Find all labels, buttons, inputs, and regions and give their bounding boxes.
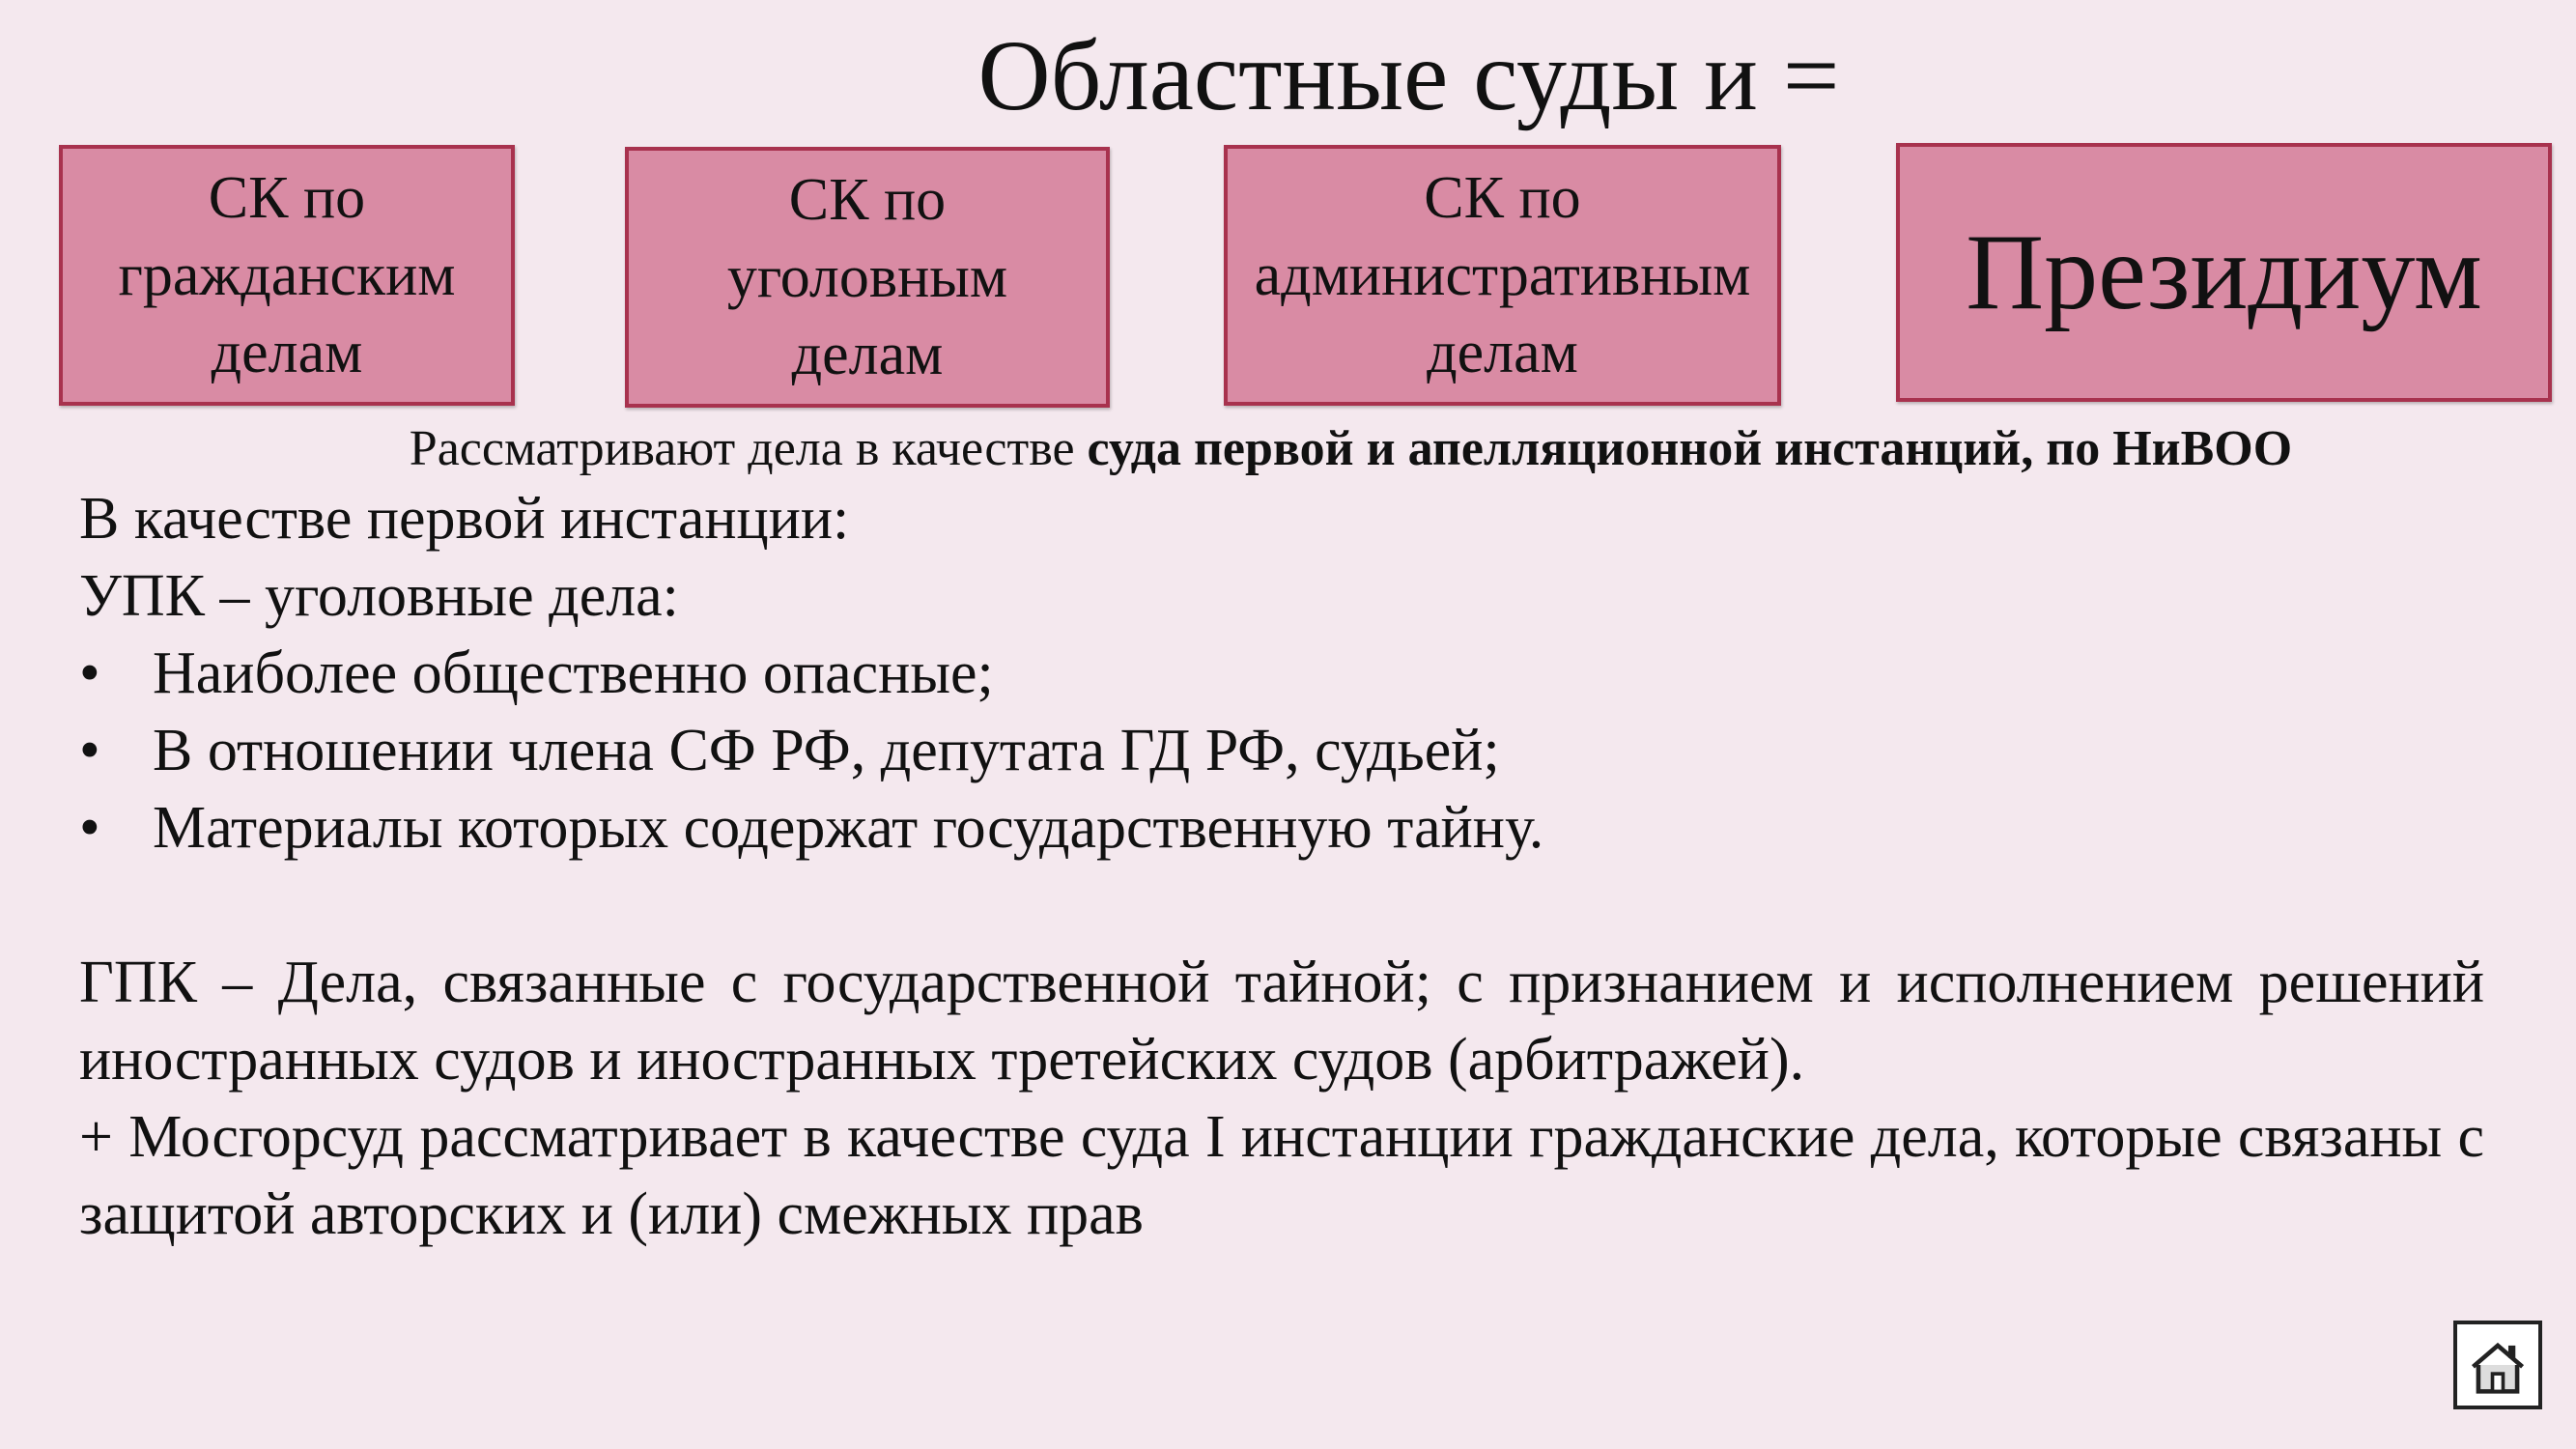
- box-admin-chamber: [1224, 145, 1781, 406]
- box-criminal-line-3: делам: [791, 322, 944, 387]
- box-criminal-line-2: уголовным: [726, 244, 1008, 310]
- box-civil-line-3: делам: [211, 320, 363, 385]
- bullet-text: Материалы которых содержат государственную тайну.: [153, 795, 1544, 861]
- box-admin-line-3: делам: [1427, 320, 1578, 385]
- box-presidium-label: Президиум: [1966, 213, 2482, 332]
- box-criminal-line-1: СК по: [788, 167, 947, 233]
- box-presidium: [1896, 143, 2552, 402]
- bullet-text: В отношении члена СФ РФ, депутата ГД РФ, судьей;: [153, 718, 1500, 783]
- bullet-marker: •: [79, 640, 100, 706]
- spacer: [79, 867, 2484, 944]
- bullet-text: Наиболее общественно опасные;: [153, 640, 994, 706]
- mosgorsud-paragraph: + Мосгорсуд рассматривает в качестве суда I инстанции гражданские дела, которые связаны с защитой авторских и (или) смежных прав: [79, 1104, 2484, 1247]
- box-admin-line-1: СК по: [1424, 165, 1581, 231]
- subtitle: [0, 419, 2576, 479]
- bullet-marker: •: [79, 718, 100, 783]
- box-civil-line-2: гражданским: [118, 242, 456, 308]
- list-item: [79, 635, 2484, 712]
- home-icon: [2457, 1324, 2538, 1406]
- list-item: [79, 789, 2484, 867]
- slide-title: Областные суды и =: [977, 20, 1840, 131]
- box-criminal-chamber: [625, 147, 1110, 408]
- subtitle-plain: Рассматривают дела в качестве: [409, 421, 1088, 476]
- box-admin-line-2: административным: [1254, 242, 1751, 308]
- body-text: [79, 480, 2484, 1253]
- list-item: [79, 712, 2484, 789]
- subtitle-bold: суда первой и апелляционной инстанций, по НиВОО: [1087, 421, 2293, 476]
- gpk-paragraph: ГПК – Дела, связанные с государственной тайной; с признанием и исполнением решений иностранных судов и иностранных третейских судов (арбитражей).: [79, 950, 2484, 1093]
- upk-heading: УПК – уголовные дела:: [79, 563, 679, 629]
- first-instance-heading: В качестве первой инстанции:: [79, 486, 850, 552]
- bullet-marker: •: [79, 795, 100, 861]
- home-button[interactable]: [2453, 1321, 2542, 1409]
- box-civil-chamber: [59, 145, 515, 406]
- box-civil-line-1: СК по: [208, 165, 366, 231]
